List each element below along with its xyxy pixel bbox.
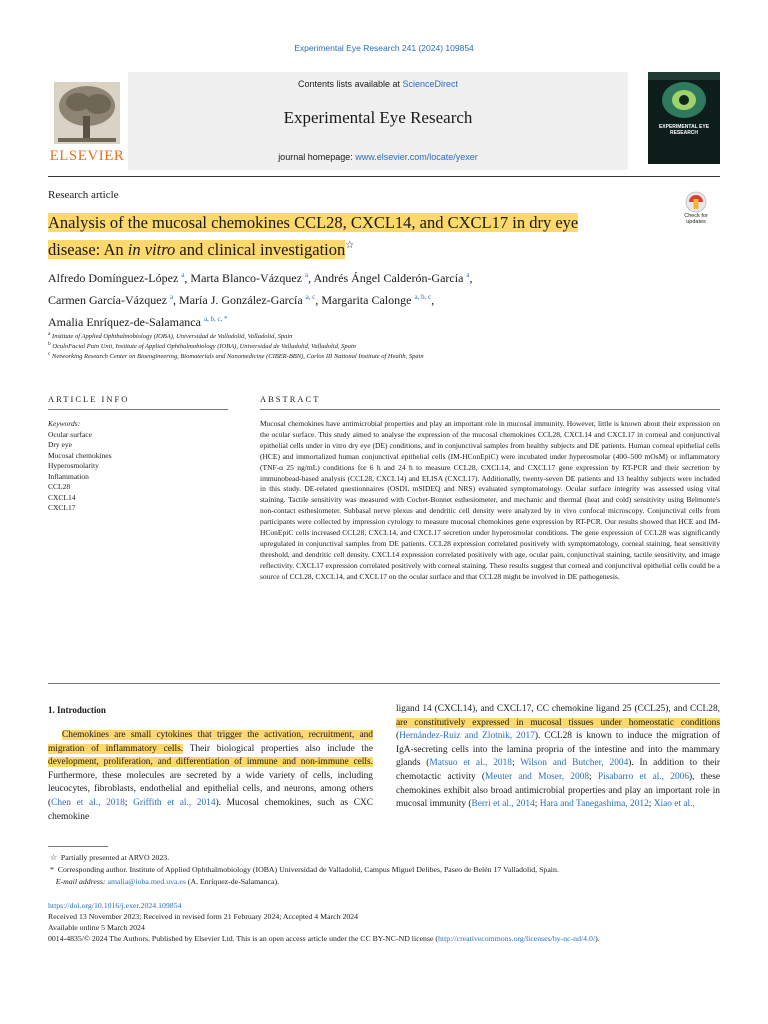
title-italic: in vitro bbox=[127, 239, 176, 259]
affiliation-sup: b bbox=[48, 341, 51, 347]
citation-link[interactable]: Berri et al., 2014 bbox=[471, 799, 535, 810]
body-text: ), these chemokines exhibit also broad antimicrobial properties and play an important role in mucosal immunity ( bbox=[396, 771, 721, 810]
footnote-text: Corresponding author. Institute of Applied Ophthalmobiology (IOBA) Universidad de Valladolid, Campus Miguel Delibes, Paseo de Belén 17 Valladolid, Spain. bbox=[57, 865, 559, 874]
abstract-rule bbox=[260, 409, 720, 410]
introduction-heading: 1. Introduction bbox=[48, 705, 106, 715]
contents-line bbox=[128, 79, 628, 89]
received-dates: Received 13 November 2023; Received in revised form 21 February 2024; Accepted 4 March 2024 bbox=[48, 912, 359, 921]
affiliation-text: Institute of Applied Ophthalmobiology (IOBA), Universidad de Valladolid, Valladolid, Spain bbox=[52, 333, 293, 341]
author-sup[interactable]: a, c bbox=[305, 293, 316, 301]
keyword: CXCL14 bbox=[48, 492, 76, 502]
keyword: CXCL17 bbox=[48, 503, 76, 512]
keyword: Hyperosmolarity bbox=[48, 461, 99, 470]
doi-link[interactable]: https://doi.org/10.1016/j.exer.2024.109854 bbox=[48, 901, 182, 910]
body-text: ; bbox=[511, 758, 521, 769]
affiliation-sup: c bbox=[48, 351, 51, 357]
journal-title[interactable]: Experimental Eye Research bbox=[283, 108, 473, 127]
body-text: Furthermore, these molecules are secreted by a wide variety of cells, including leucocytes, fibroblasts, endothelial and epithelial cells, and neurons, among others ( bbox=[48, 770, 373, 808]
author-name[interactable]: Margarita Calonge bbox=[321, 293, 412, 307]
keyword: Ocular surface bbox=[48, 429, 92, 439]
footnote-rule bbox=[48, 846, 108, 847]
article-title bbox=[48, 211, 628, 261]
author-name[interactable]: Alfredo Domínguez-López bbox=[48, 271, 179, 285]
title-footnote-mark[interactable]: ☆ bbox=[345, 240, 355, 251]
citation-link[interactable]: Hernández-Ruiz and Zlotnik, 2017 bbox=[399, 731, 535, 742]
footnote-mark: ☆ bbox=[49, 853, 57, 862]
affiliation-text: OculoFacial Pain Unit, Institute of Applied Ophthalmobiology (IOBA), Universidad de Valladolid, Valladolid, Spain bbox=[52, 343, 356, 351]
body-text: ligand 14 (CXCL14), and CXCL17, CC chemokine ligand 25 (CCL25), and CCL28, bbox=[396, 704, 720, 714]
available-online: Available online 5 March 2024 bbox=[48, 923, 145, 932]
citation-link[interactable]: Xiao et al., bbox=[653, 799, 695, 810]
abstract-heading: ABSTRACT bbox=[260, 394, 321, 404]
email-suffix: (A. Enríquez-de-Salamanca). bbox=[185, 877, 280, 886]
email-label: E-mail address: bbox=[55, 877, 106, 886]
header-rule bbox=[48, 176, 720, 177]
author-sup[interactable]: a, b, c, * bbox=[203, 315, 228, 323]
keywords-label: Keywords: bbox=[48, 419, 81, 428]
author-sup[interactable]: a, b, c bbox=[414, 293, 432, 301]
homepage-line bbox=[128, 152, 628, 162]
author-list: Alfredo Domínguez-López $^a$, Marta Blanco-Vázquez $^a$, Andrés Ángel Calderón-García $^a$, Carmen García-Vázquez $^a$, María J. González-García $^{a, c}$, Margarita Calonge $^{a, b, c}$, Amalia Enríquez-de-Salamanca $^{a, b, c, *}$ bbox=[48, 271, 473, 329]
introduction-left-column bbox=[48, 729, 373, 824]
author-sup[interactable]: a bbox=[181, 271, 185, 279]
publication-info bbox=[48, 900, 720, 944]
keywords-list bbox=[48, 419, 228, 514]
author-name[interactable]: Andrés Ángel Calderón-García bbox=[313, 271, 464, 285]
body-text: ). CCL28 is known to induce the migration of IgA-secreting cells into the lamina propria of the intestine and into the mammary glands ( bbox=[396, 731, 720, 769]
article-info-heading: ARTICLE INFO bbox=[48, 394, 130, 404]
affiliation-sup: a bbox=[48, 331, 51, 337]
cover-title: EXPERIMENTAL EYE RESEARCH bbox=[658, 124, 710, 136]
homepage-link[interactable]: www.elsevier.com/locate/yexer bbox=[355, 152, 478, 162]
citation-link[interactable]: Wilson and Butcher, 2004 bbox=[520, 758, 629, 769]
keyword: Dry eye bbox=[48, 440, 72, 449]
author-name[interactable]: Amalia Enríquez-de-Salamanca bbox=[48, 315, 201, 329]
sciencedirect-link[interactable]: ScienceDirect bbox=[402, 79, 459, 89]
title-part-2: and clinical investigation bbox=[175, 239, 346, 259]
author-sup[interactable]: a bbox=[305, 271, 309, 279]
body-text: ). In addition to their chemotactic activity ( bbox=[396, 758, 720, 782]
title-part-1: Analysis of the mucosal chemokines CCL28, CXCL14, and CXCL17 in dry eye disease: An bbox=[48, 213, 579, 259]
citation-link[interactable]: Chen et al., 2018 bbox=[51, 797, 125, 808]
cover-eye-image bbox=[648, 72, 720, 164]
license-link[interactable]: http://creativecommons.org/licenses/by-nc-nd/4.0/ bbox=[438, 934, 596, 943]
license-suffix: ). bbox=[595, 934, 600, 943]
homepage-prefix: journal homepage: bbox=[278, 152, 356, 162]
highlight: Chemokines are small cytokines that trigger the activation, recruitment, and migration of inflammatory cells. bbox=[48, 730, 373, 754]
license-prefix: 0014-4835/© 2024 The Authors. Published by Elsevier Ltd. This is an open access article under the CC BY-NC-ND license ( bbox=[48, 934, 438, 943]
body-text: Their biological properties also include the bbox=[183, 743, 373, 754]
footnote-mark: * bbox=[49, 865, 54, 874]
article-info-rule bbox=[48, 409, 228, 410]
highlight: development, proliferation, and differentiation of immune and non-immune cells. bbox=[48, 757, 373, 768]
author-name[interactable]: María J. González-García bbox=[179, 293, 303, 307]
keyword: CCL28 bbox=[48, 482, 71, 491]
citation-link[interactable]: Matsuo et al., 2018 bbox=[429, 758, 512, 769]
affiliation bbox=[48, 350, 720, 361]
author-name[interactable]: Marta Blanco-Vázquez bbox=[190, 271, 303, 285]
author-sup[interactable]: a bbox=[169, 293, 174, 301]
introduction-right-column bbox=[396, 703, 720, 812]
body-text: ; bbox=[648, 799, 654, 810]
journal-cover-thumbnail[interactable] bbox=[648, 72, 720, 164]
author-name[interactable]: Carmen García-Vázquez bbox=[48, 293, 167, 307]
citation-link[interactable]: Griffith et al., 2014 bbox=[133, 797, 216, 808]
abstract-bottom-rule bbox=[48, 683, 720, 684]
affiliation-text: Networking Research Center on Bioengineering, Biomaterials and Nanomedicine (CIBER-BBN), Carlos III National Institute of Health, Spain bbox=[52, 353, 424, 361]
body-text: ). Mucosal chemokines, such as CXC chemokine bbox=[48, 797, 374, 822]
body-text: ; bbox=[124, 797, 134, 808]
abstract-text: Mucosal chemokines have antimicrobial properties and play an important role in mucosal immunity. However, little is known about their expression on the ocular surface. This study aimed to analyse the expression of the mucosal chemokines CCL28, CXCL14 and CXCL17 in corneal and conjunctival epithelial cells under in vitro dry eye (DE) conditions, and in conjunctival samples from healthy subjects and DE patients. Human corneal epithelial cells (HCE) and immortalized human conjunctival epithelial cells (IM-HConEpiC) were incubated under hyperosmolar (400–500 mOsM) or inflammatory (TNF-α 25 ng/mL) conditions for 6 h and 24 h to measure CCL28, CXCL14, and CXCL17 gene expression by RT-PCR and their secretion by immunobead-based analysis (CCL28, CXCL14) and ELISA (CXCL17). Additionally, twenty-seven DE patients and 13 healthy subjects were included in this study. DE-related questionnaires (OSDI, mSIDEQ and NRS) evaluated symptomatology. Ocular surface integrity was assessed using vital staining. Tactile sensitivity was measured with Cochet-Bonnet esthesiometer, and mechanic and thermal (heat and cold) sensitivity using Belmonte's non-contact esthesiometer. Subbasal nerve plexus and dendritic cell density were analyzed by in vivo confocal microscopy. Conjunctival cells from participants were collected by impression cytology to measure mucosal chemokines gene expression by RT-PCR. Our results showed that HCE and IM-HConEpiC cells increased CCL28, CXCL14, and CXCL17 secretion under hyperosmolar conditions. The gene expression of CCL28 was significantly upregulated in conjunctival samples from DE patients. CCL28 expression correlated positively with symptomatology, corneal staining, heat sensitivity threshold, and dendritic cell density. CXCL14 expression correlated positively with age, ocular pain, conjunctival staining, tactile sensitivity, and image reflectivity. CXCL17 expression correlated positively with corneal staining. These results suggest that corneal and conjunctival epithelial cells could be a source of CCL28, CXCL14, and CXCL17 on the ocular surface and that CCL28 might be involved in DE pathogenesis. bbox=[260, 419, 720, 581]
email-link[interactable]: amalia@ioba.med.uva.es bbox=[107, 877, 186, 886]
footnotes bbox=[48, 852, 720, 888]
author-sup[interactable]: a bbox=[466, 271, 470, 279]
footnote-text: Partially presented at ARVO 2023. bbox=[60, 853, 170, 862]
body-text: ; bbox=[589, 771, 598, 782]
body-text: ( bbox=[396, 731, 400, 742]
elsevier-wordmark: ELSEVIER bbox=[49, 148, 125, 164]
keyword: Inflammation bbox=[48, 471, 89, 481]
highlight: are constitutively expressed in mucosal tissues under homeostatic conditions bbox=[396, 717, 720, 728]
citation-link[interactable]: Hara and Tanegashima, 2012 bbox=[539, 799, 649, 810]
body-text: ; bbox=[534, 799, 540, 810]
keyword: Mucosal chemokines bbox=[48, 450, 112, 460]
citation-link[interactable]: Pisabarro et al., 2006 bbox=[597, 771, 690, 782]
article-type: Research article bbox=[48, 189, 119, 201]
crossmark-label[interactable]: Check for updates bbox=[684, 213, 708, 225]
citation-link[interactable]: Meuter and Moser, 2008 bbox=[485, 771, 590, 782]
journal-reference[interactable]: Experimental Eye Research 241 (2024) 109854 bbox=[294, 43, 474, 53]
contents-prefix: Contents lists available at bbox=[297, 79, 403, 89]
